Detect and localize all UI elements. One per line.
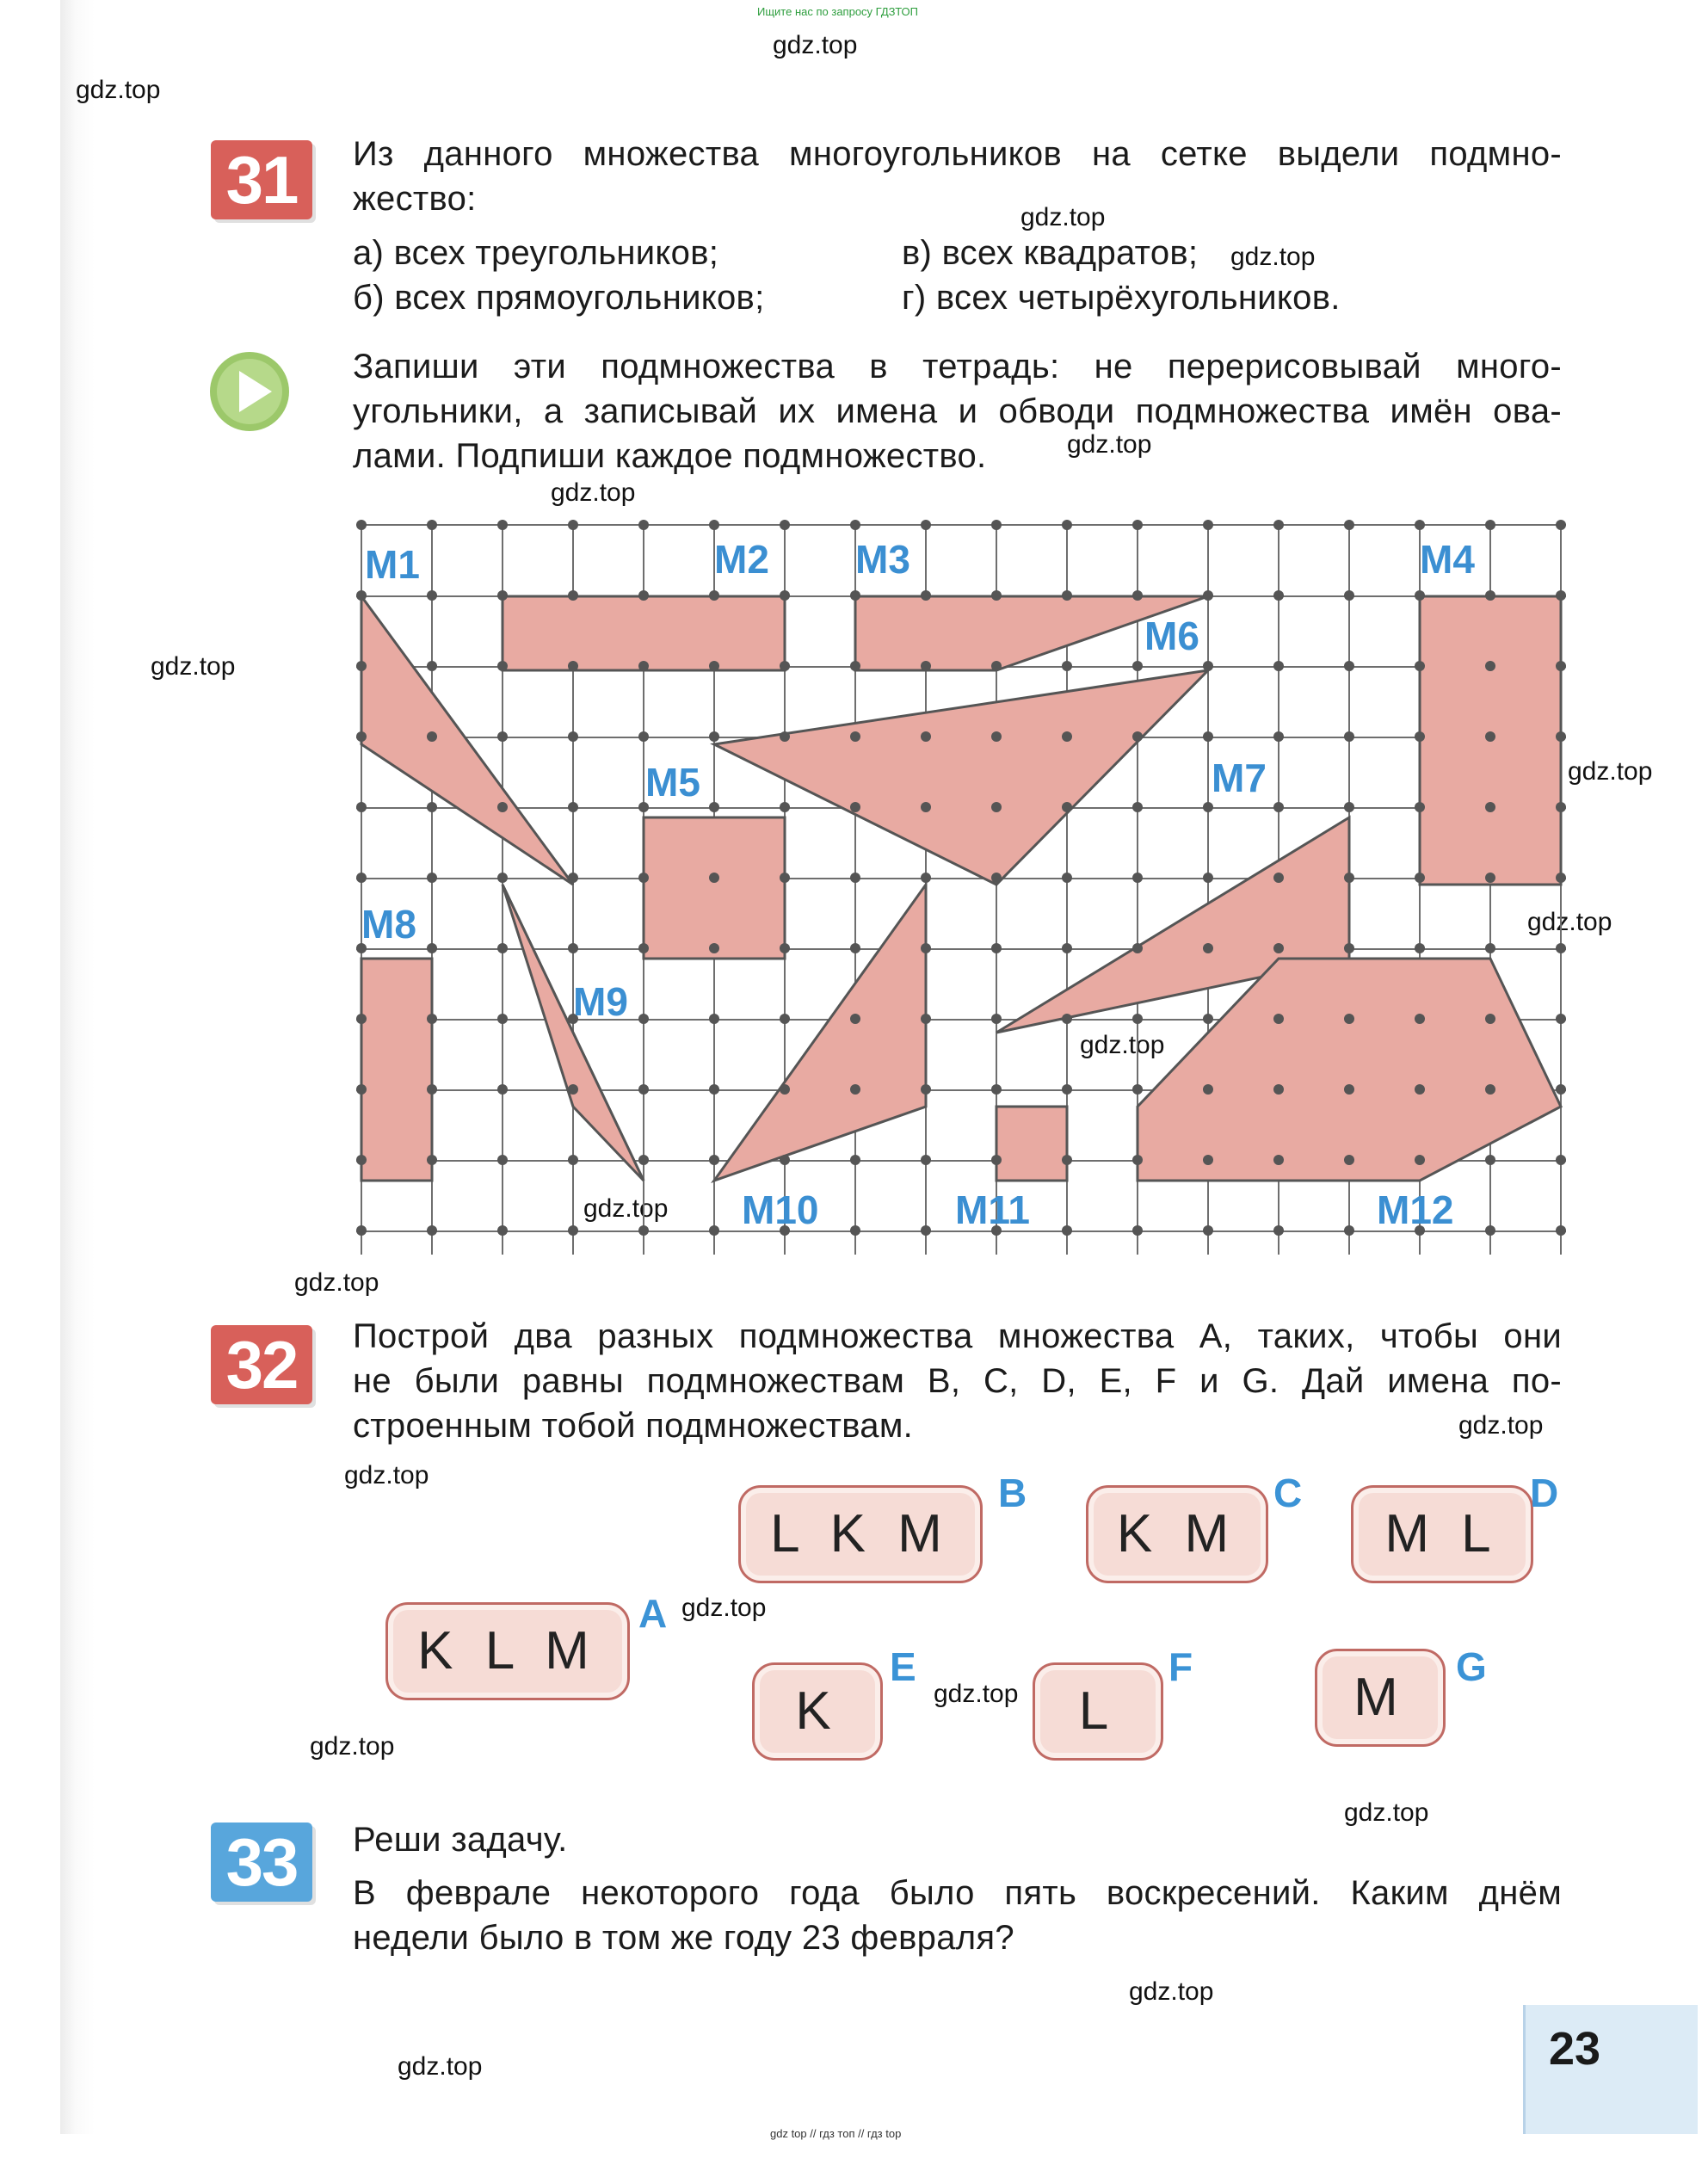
grid-dot xyxy=(991,731,1002,742)
polygon-m12 xyxy=(1138,959,1561,1181)
grid-dot xyxy=(1203,1225,1213,1236)
grid-dot xyxy=(1485,661,1495,671)
grid-dot xyxy=(1556,802,1566,812)
grid-dot xyxy=(1273,661,1284,671)
grid-dot xyxy=(1415,590,1425,601)
grid-dot xyxy=(709,1014,719,1024)
grid-dot xyxy=(850,1084,860,1095)
grid-dot xyxy=(1273,943,1284,953)
watermark: gdz.top xyxy=(398,2052,483,2081)
grid-dot xyxy=(1485,731,1495,742)
watermark: gdz.top xyxy=(934,1680,1019,1708)
grid-dot xyxy=(427,1225,437,1236)
grid-dot xyxy=(780,661,790,671)
label-m4: M4 xyxy=(1420,537,1475,582)
grid-dot xyxy=(568,1155,578,1165)
grid-dot xyxy=(1062,1084,1072,1095)
watermark: gdz.top xyxy=(1527,908,1612,936)
watermark: gdz.top xyxy=(1568,757,1653,786)
grid-dot xyxy=(1132,731,1143,742)
grid-dot xyxy=(1132,943,1143,953)
task-number-badge: 33 xyxy=(211,1823,312,1902)
grid-dot xyxy=(1273,1014,1284,1024)
play-icon xyxy=(207,348,293,435)
set-b-box: L K M xyxy=(738,1485,983,1583)
option-v: в) всех квадратов; xyxy=(902,234,1199,272)
set-c-box: K M xyxy=(1086,1485,1268,1583)
text-line: Из данного множества многоугольников на сетке выдели подмно- xyxy=(353,135,1562,173)
grid-dot xyxy=(427,1014,437,1024)
grid-dot xyxy=(568,1084,578,1095)
grid-dot xyxy=(850,873,860,883)
set-f-box: L xyxy=(1033,1662,1163,1761)
grid-dot xyxy=(1344,520,1354,530)
grid-dot xyxy=(991,590,1002,601)
grid-dot xyxy=(1062,731,1072,742)
grid-dot xyxy=(427,520,437,530)
grid-dot xyxy=(1062,661,1072,671)
grid-dot xyxy=(356,1225,367,1236)
label-m5: M5 xyxy=(645,760,700,805)
grid-dot xyxy=(427,873,437,883)
grid-dot xyxy=(638,873,649,883)
grid-dot xyxy=(427,590,437,601)
grid-dot xyxy=(1132,802,1143,812)
watermark: gdz.top xyxy=(1080,1031,1165,1059)
grid-dot xyxy=(709,661,719,671)
grid-dot xyxy=(568,590,578,601)
grid-dot xyxy=(991,1155,1002,1165)
grid-dot xyxy=(1062,590,1072,601)
grid-dot xyxy=(356,731,367,742)
grid-dot xyxy=(1203,1084,1213,1095)
grid-dot xyxy=(568,731,578,742)
grid-dot xyxy=(1344,1155,1354,1165)
grid-dot xyxy=(427,943,437,953)
option-a: а) всех треугольников; xyxy=(353,234,719,272)
grid-dot xyxy=(850,590,860,601)
grid-dot xyxy=(1344,943,1354,953)
grid-dot xyxy=(1203,661,1213,671)
set-a-box: K L M xyxy=(385,1602,630,1700)
label-m8: M8 xyxy=(361,902,416,947)
label-m7: M7 xyxy=(1212,756,1267,800)
grid-dot xyxy=(1485,1225,1495,1236)
grid-dot xyxy=(921,661,931,671)
set-a-label: A xyxy=(638,1591,668,1636)
grid-dot xyxy=(638,1084,649,1095)
watermark: gdz.top xyxy=(1344,1798,1429,1827)
grid-dot xyxy=(356,873,367,883)
grid-dot xyxy=(497,731,508,742)
grid-dot xyxy=(1132,1155,1143,1165)
grid-dot xyxy=(638,520,649,530)
polygon-m2 xyxy=(503,596,785,670)
grid-dot xyxy=(638,590,649,601)
grid-dot xyxy=(780,1155,790,1165)
grid-dot xyxy=(1415,802,1425,812)
text-line: угольники, а записывай их имена и обводи подмножества имён ова- xyxy=(353,392,1562,430)
grid-dot xyxy=(1062,802,1072,812)
grid-dot xyxy=(1203,943,1213,953)
set-f-label: F xyxy=(1168,1644,1193,1689)
watermark: gdz.top xyxy=(1458,1411,1544,1440)
grid-dot xyxy=(497,520,508,530)
grid-dot xyxy=(1556,590,1566,601)
grid-dot xyxy=(1415,1084,1425,1095)
grid-dot xyxy=(921,1225,931,1236)
grid-dot xyxy=(568,943,578,953)
grid-dot xyxy=(356,661,367,671)
text-line: Построй два разных подмножества множества А, таких, чтобы они xyxy=(353,1317,1562,1355)
grid-dot xyxy=(991,520,1002,530)
grid-dot xyxy=(1203,590,1213,601)
grid-dot xyxy=(780,731,790,742)
polygons xyxy=(361,596,1561,1181)
watermark: gdz.top xyxy=(294,1268,379,1297)
grid-dot xyxy=(638,1014,649,1024)
watermark: gdz.top xyxy=(1230,243,1316,271)
grid-dot xyxy=(709,520,719,530)
grid-dot xyxy=(427,802,437,812)
grid-dot xyxy=(850,520,860,530)
grid-dot xyxy=(1556,873,1566,883)
grid-dot xyxy=(1415,520,1425,530)
grid-dot xyxy=(780,943,790,953)
grid-dot xyxy=(1273,520,1284,530)
grid-dot xyxy=(921,520,931,530)
watermark: gdz.top xyxy=(551,478,636,507)
grid-dot xyxy=(1273,1155,1284,1165)
grid-dot xyxy=(497,1155,508,1165)
label-m12: M12 xyxy=(1377,1187,1454,1232)
watermark: gdz.top xyxy=(1020,203,1106,231)
grid-dot xyxy=(1203,1155,1213,1165)
grid-dot xyxy=(497,1225,508,1236)
grid-dot xyxy=(709,1225,719,1236)
text-line: Реши задачу. xyxy=(353,1821,568,1859)
grid-dot xyxy=(1132,520,1143,530)
grid-dot xyxy=(850,802,860,812)
grid-dot xyxy=(497,802,508,812)
grid-dot xyxy=(1062,1225,1072,1236)
grid-dot xyxy=(1132,1225,1143,1236)
grid-dot xyxy=(638,731,649,742)
label-m2: M2 xyxy=(714,537,769,582)
set-b-label: B xyxy=(998,1471,1027,1515)
grid-dot xyxy=(638,1225,649,1236)
option-b: б) всех прямоугольников; xyxy=(353,279,765,317)
text-line: Запиши эти подмножества в тетрадь: не перерисовывай много- xyxy=(353,348,1562,385)
grid-dot xyxy=(497,943,508,953)
grid-dot xyxy=(1203,520,1213,530)
grid-dot xyxy=(1344,1084,1354,1095)
grid-dot xyxy=(497,1014,508,1024)
watermark: gdz.top xyxy=(310,1732,395,1761)
watermark: gdz.top xyxy=(773,31,858,59)
grid-dot xyxy=(709,1084,719,1095)
grid-dot xyxy=(850,731,860,742)
grid-dot xyxy=(1203,873,1213,883)
grid-dot xyxy=(921,943,931,953)
grid-dot xyxy=(1415,1155,1425,1165)
grid-dot xyxy=(850,1014,860,1024)
grid-dot xyxy=(1415,1014,1425,1024)
option-g: г) всех четырёхугольников. xyxy=(902,279,1341,317)
text-line: строенным тобой подмножествам. xyxy=(353,1407,914,1445)
set-e-box: K xyxy=(752,1662,883,1761)
grid-dot xyxy=(921,1084,931,1095)
grid-dot xyxy=(568,802,578,812)
set-c-label: C xyxy=(1273,1471,1303,1515)
grid-dot xyxy=(568,873,578,883)
grid-dot xyxy=(780,1014,790,1024)
grid-dot xyxy=(1485,943,1495,953)
bottom-watermark: gdz top // гдз топ // гдз top xyxy=(770,2127,902,2140)
grid-dot xyxy=(568,1225,578,1236)
watermark: gdz.top xyxy=(1129,1977,1214,2006)
grid-dot xyxy=(991,1014,1002,1024)
grid-dot xyxy=(1485,520,1495,530)
watermark: gdz.top xyxy=(76,76,161,104)
grid-dot xyxy=(709,590,719,601)
grid-dot xyxy=(1556,943,1566,953)
grid-dot xyxy=(780,590,790,601)
grid-dot xyxy=(1415,943,1425,953)
grid-dot xyxy=(709,943,719,953)
task-number-badge: 31 xyxy=(211,140,312,219)
grid-dot xyxy=(1344,873,1354,883)
task-number-badge: 32 xyxy=(211,1325,312,1404)
grid-dot xyxy=(780,520,790,530)
grid-dot xyxy=(780,873,790,883)
grid-dot xyxy=(850,661,860,671)
grid-dot xyxy=(1556,1225,1566,1236)
grid-dot xyxy=(427,661,437,671)
grid-dot xyxy=(921,731,931,742)
grid-dot xyxy=(497,873,508,883)
grid-dot xyxy=(709,873,719,883)
set-g-box: M xyxy=(1315,1649,1446,1747)
grid-dot xyxy=(709,731,719,742)
label-m3: M3 xyxy=(855,537,910,582)
grid-dot xyxy=(356,802,367,812)
grid-dot xyxy=(991,1084,1002,1095)
grid-dot xyxy=(356,1155,367,1165)
grid-dot xyxy=(1273,1225,1284,1236)
grid-dot xyxy=(1062,873,1072,883)
label-m1: M1 xyxy=(365,542,420,587)
grid-dot xyxy=(1273,590,1284,601)
grid-dot xyxy=(1273,873,1284,883)
grid-dot xyxy=(497,1084,508,1095)
task31-instruction xyxy=(353,344,1562,478)
grid-dot xyxy=(568,520,578,530)
grid-dot xyxy=(1415,731,1425,742)
grid-dot xyxy=(1344,731,1354,742)
grid-dot xyxy=(497,590,508,601)
grid-dot xyxy=(709,802,719,812)
grid-dot xyxy=(850,1155,860,1165)
task31-text xyxy=(353,132,1562,221)
text-line: лами. Подпиши каждое подмножество. xyxy=(353,437,987,475)
grid-dot xyxy=(356,520,367,530)
grid-dot xyxy=(1485,873,1495,883)
text-line: недели было в том же году 23 февраля? xyxy=(353,1919,1014,1957)
text-line: не были равны подмножествам B, C, D, E, F и G. Дай имена по- xyxy=(353,1362,1562,1400)
watermark: gdz.top xyxy=(1067,430,1152,459)
grid-dot xyxy=(1273,731,1284,742)
grid-dot xyxy=(1344,802,1354,812)
grid-dot xyxy=(1273,1084,1284,1095)
grid-dot xyxy=(991,802,1002,812)
grid-dot xyxy=(1062,520,1072,530)
grid-dot xyxy=(1485,590,1495,601)
watermark: gdz.top xyxy=(344,1461,429,1489)
polygon-m11 xyxy=(996,1107,1067,1181)
polygon-m8 xyxy=(361,959,432,1181)
grid-dot xyxy=(1344,1225,1354,1236)
grid-dot xyxy=(1556,661,1566,671)
grid-dot xyxy=(1062,1014,1072,1024)
watermark: gdz.top xyxy=(681,1594,767,1622)
grid-dot xyxy=(921,1155,931,1165)
set-d-box: M L xyxy=(1351,1485,1533,1583)
grid-dot xyxy=(1556,520,1566,530)
task32-text xyxy=(353,1314,1562,1448)
grid-dot xyxy=(991,943,1002,953)
grid-dot xyxy=(1556,1084,1566,1095)
grid-dot xyxy=(991,873,1002,883)
grid-dot xyxy=(1273,802,1284,812)
grid-dot xyxy=(709,1155,719,1165)
grid-dot xyxy=(1203,1014,1213,1024)
grid-dot xyxy=(1485,1014,1495,1024)
grid-dot xyxy=(850,943,860,953)
grid-dot xyxy=(1415,661,1425,671)
grid-dot xyxy=(921,802,931,812)
set-d-label: D xyxy=(1530,1471,1559,1515)
grid-dot xyxy=(921,873,931,883)
grid-dot xyxy=(427,1155,437,1165)
page-number: 23 xyxy=(1549,2023,1601,2075)
watermark: gdz.top xyxy=(151,652,236,681)
grid-dot xyxy=(638,943,649,953)
label-m6: M6 xyxy=(1144,614,1199,658)
grid-dot xyxy=(1556,731,1566,742)
grid-dot xyxy=(1485,802,1495,812)
grid-dot xyxy=(497,661,508,671)
grid-dot xyxy=(638,661,649,671)
grid-dot xyxy=(1132,661,1143,671)
grid-dot xyxy=(1203,731,1213,742)
grid-dot xyxy=(356,590,367,601)
polygon-m5 xyxy=(644,817,785,959)
grid-dot xyxy=(780,1084,790,1095)
grid-dot xyxy=(1132,1084,1143,1095)
grid-dot xyxy=(1203,802,1213,812)
grid-dot xyxy=(921,1014,931,1024)
set-e-label: E xyxy=(890,1644,916,1689)
label-m9: M9 xyxy=(573,979,628,1024)
grid-dot xyxy=(356,1084,367,1095)
set-g-label: G xyxy=(1456,1644,1487,1689)
grid-dot xyxy=(1132,873,1143,883)
grid-dot xyxy=(638,1155,649,1165)
grid-dot xyxy=(1062,943,1072,953)
grid-dot xyxy=(1556,1155,1566,1165)
grid-dot xyxy=(568,661,578,671)
grid-dot xyxy=(1485,1084,1495,1095)
grid-dot xyxy=(1344,590,1354,601)
grid-dot xyxy=(427,1084,437,1095)
top-watermark: Ищите нас по запросу ГДЗТОП xyxy=(757,5,919,18)
grid-dot xyxy=(921,590,931,601)
grid-dot xyxy=(1344,1014,1354,1024)
watermark: gdz.top xyxy=(583,1194,669,1223)
grid-dot xyxy=(1485,1155,1495,1165)
grid-dot xyxy=(1062,1155,1072,1165)
task33-text xyxy=(353,1817,1562,1960)
label-m10: M10 xyxy=(742,1187,819,1232)
grid-dot xyxy=(850,1225,860,1236)
grid-dot xyxy=(427,731,437,742)
grid-dot xyxy=(356,1014,367,1024)
grid-dot xyxy=(1556,1014,1566,1024)
label-m11: M11 xyxy=(955,1187,1030,1232)
grid-dot xyxy=(1132,590,1143,601)
polygon-grid xyxy=(353,516,1575,1256)
polygon-m6 xyxy=(714,670,1208,885)
grid-dot xyxy=(991,661,1002,671)
grid-dot xyxy=(1344,661,1354,671)
text-line: В феврале некоторого года было пять воскресений. Каким днём xyxy=(353,1874,1562,1912)
grid-dot xyxy=(780,802,790,812)
grid-dot xyxy=(1415,873,1425,883)
grid-dot xyxy=(1132,1014,1143,1024)
text-line: жество: xyxy=(353,180,477,218)
